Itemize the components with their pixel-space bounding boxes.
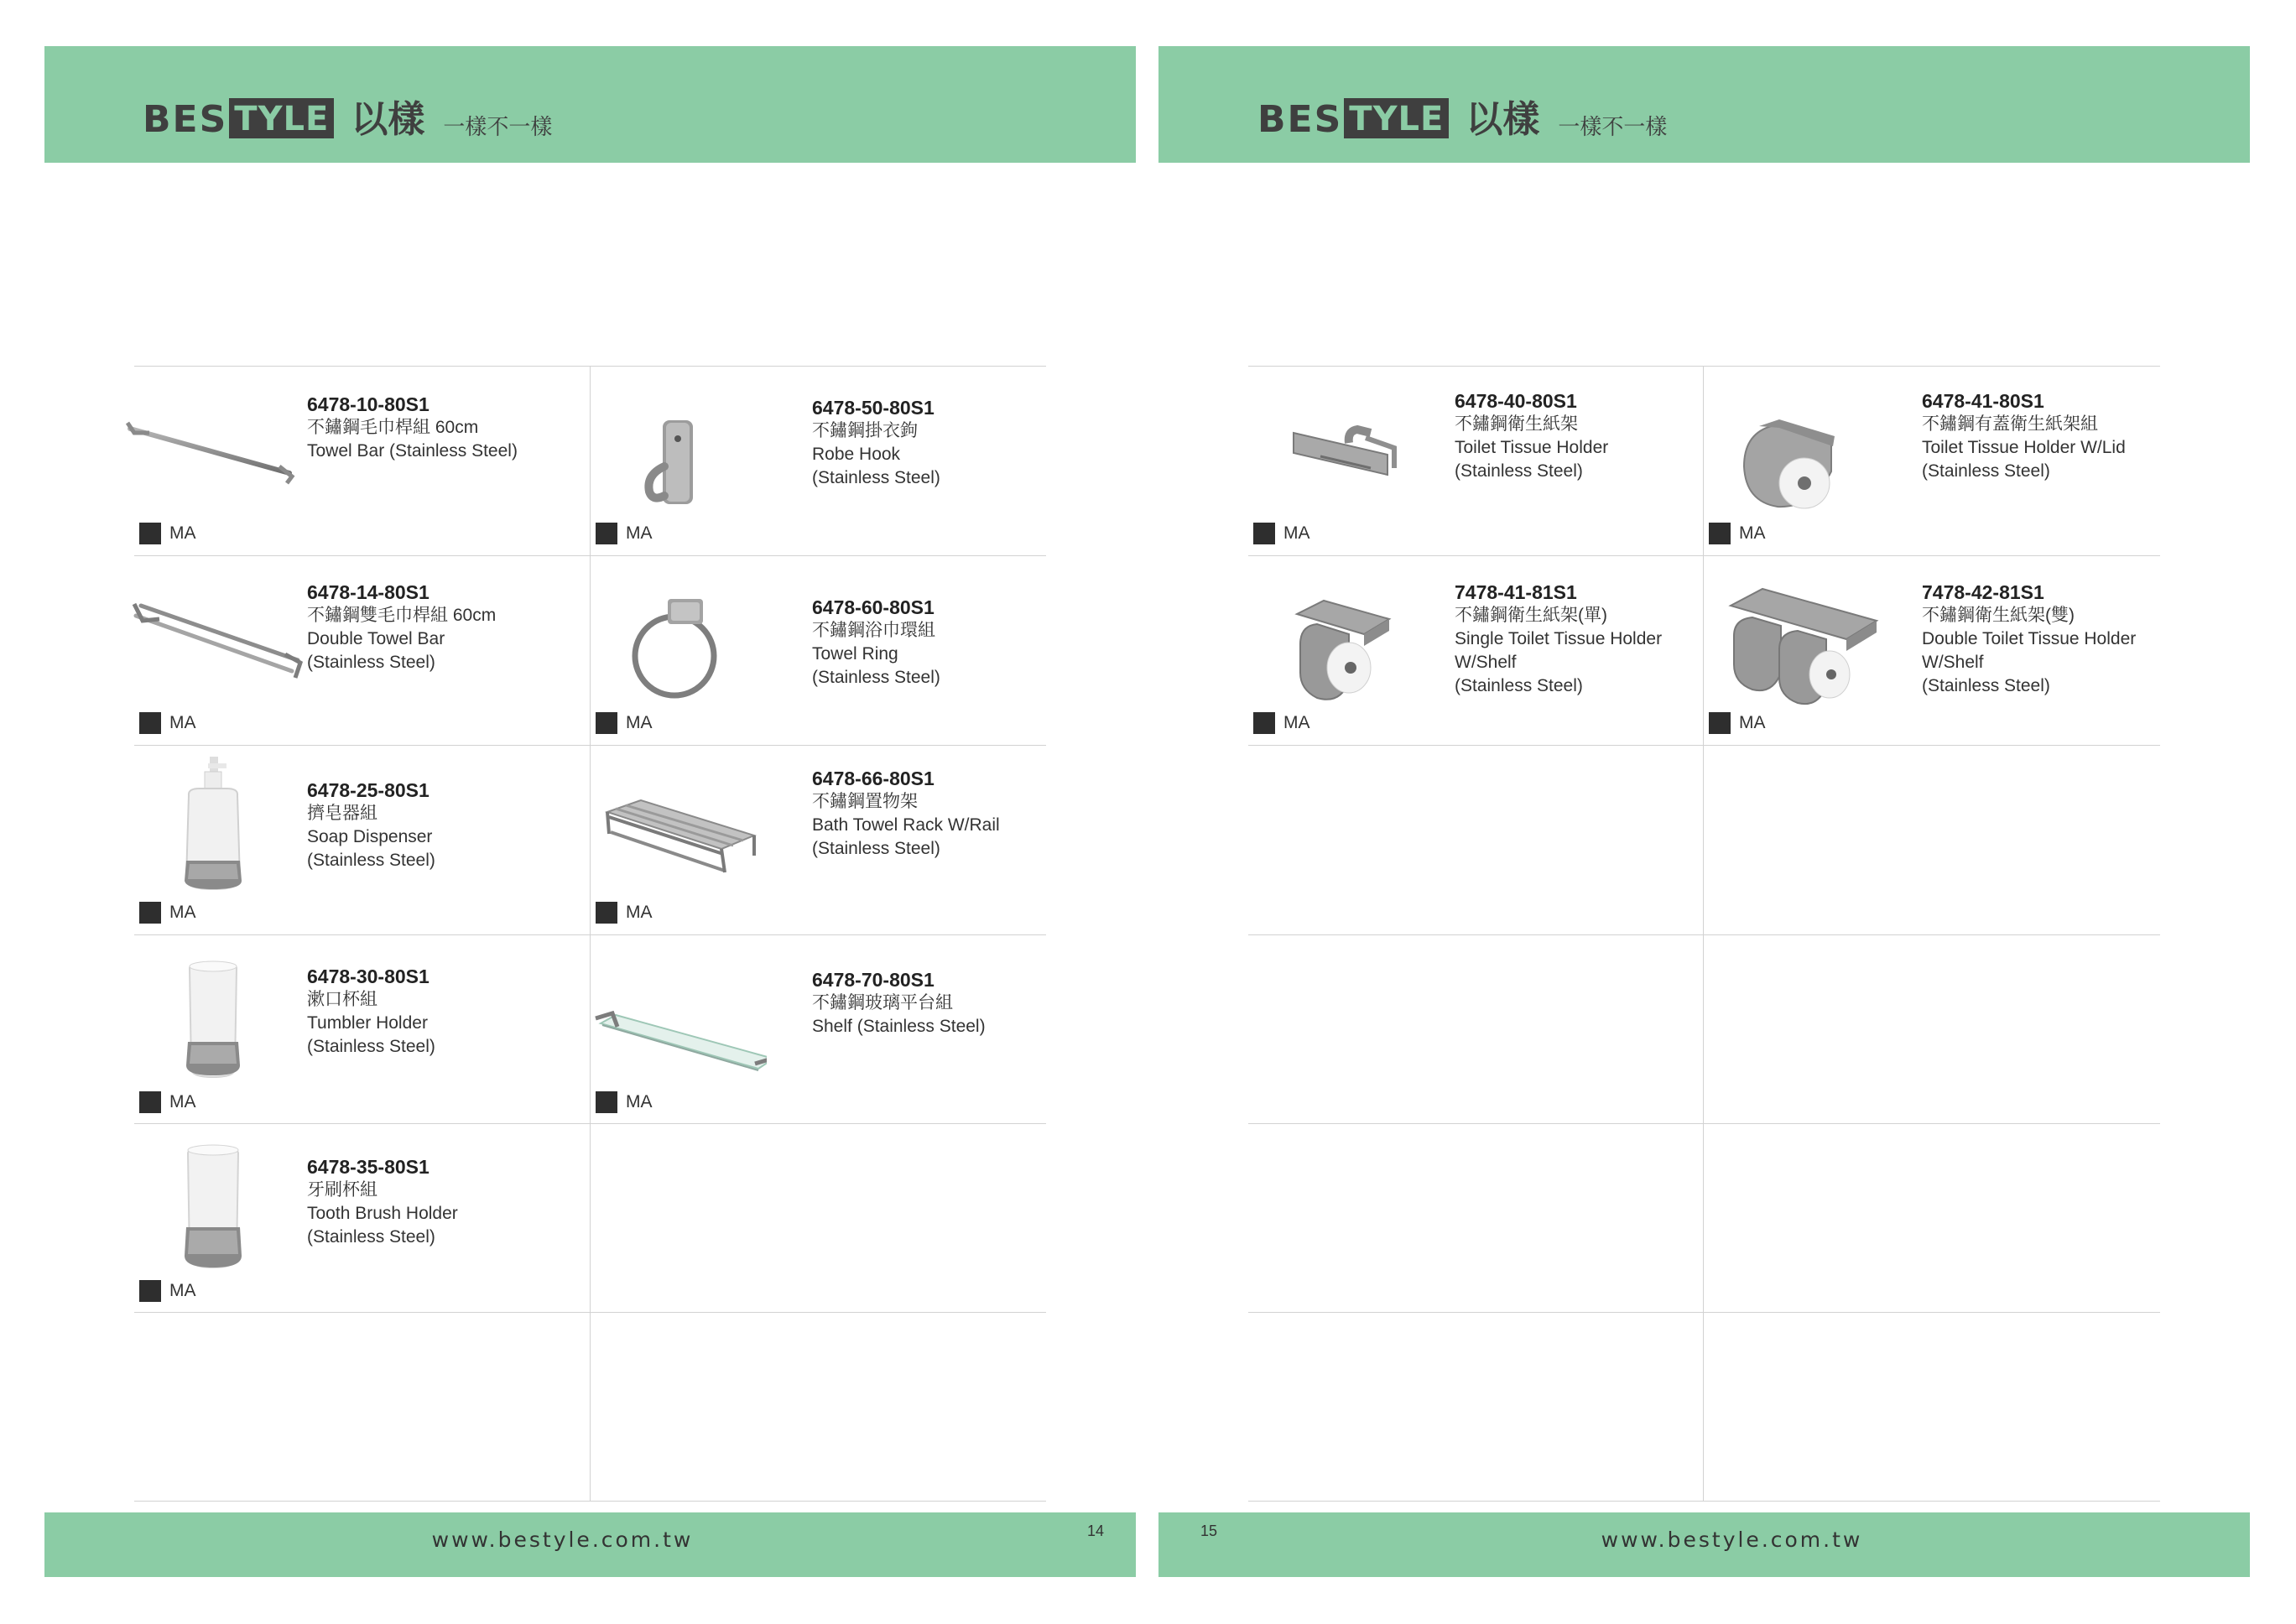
product-info <box>812 767 1000 861</box>
product-name-cn: 不鏽鋼有蓋衛生紙架組 <box>1922 414 2098 434</box>
tooth-brush-holder-image <box>109 1132 310 1299</box>
finish-label: MA <box>1739 713 1766 732</box>
towel-rack-image <box>565 753 767 921</box>
finish-label: MA <box>169 523 196 543</box>
product-name-en: Soap Dispenser <box>307 827 433 846</box>
grid-divider <box>1248 1123 2160 1124</box>
product-card[interactable] <box>591 745 1046 934</box>
product-name-cn: 不鏽鋼掛衣鉤 <box>812 421 918 440</box>
catalog-page-15 <box>1148 0 2296 1624</box>
product-code: 6478-30-80S1 <box>307 966 430 987</box>
grid-divider <box>1248 934 2160 935</box>
logo-text-left: BES <box>143 98 228 141</box>
product-card[interactable] <box>591 366 1046 554</box>
finish-swatch <box>1709 712 1731 734</box>
finish-badge <box>139 712 196 734</box>
product-info <box>1455 580 1662 698</box>
finish-badge <box>596 523 653 544</box>
product-code: 6478-25-80S1 <box>307 779 430 801</box>
product-material: (Stainless Steel) <box>307 851 435 870</box>
double-towel-bar-image <box>109 564 310 731</box>
product-info <box>307 778 435 872</box>
product-material: (Stainless Steel) <box>307 653 435 672</box>
product-info <box>1922 389 2126 483</box>
product-material: (Stainless Steel) <box>812 668 940 687</box>
product-card[interactable] <box>134 934 590 1123</box>
soap-dispenser-image <box>109 753 310 921</box>
product-info <box>812 596 940 690</box>
product-card[interactable] <box>1704 366 2159 554</box>
product-name-cn: 不鏽鋼浴巾環組 <box>812 621 935 640</box>
finish-swatch <box>139 712 161 734</box>
brand-slogan: 一樣不一樣 <box>1558 115 1668 140</box>
product-name-en: Tooth Brush Holder <box>307 1204 458 1223</box>
finish-badge <box>139 902 196 924</box>
finish-swatch <box>596 902 617 924</box>
product-code: 6478-41-80S1 <box>1922 390 2044 412</box>
finish-label: MA <box>626 1092 653 1111</box>
toilet-tissue-holder-image <box>1223 374 1424 542</box>
product-code: 7478-42-81S1 <box>1922 581 2044 603</box>
finish-label: MA <box>169 903 196 922</box>
towel-ring-image <box>565 564 767 731</box>
product-code: 6478-14-80S1 <box>307 581 430 603</box>
logo-text-box: TYLE <box>1344 98 1449 138</box>
brand-slogan: 一樣不一樣 <box>443 115 553 140</box>
logo-text-cn: 以樣 <box>351 98 425 141</box>
page-number: 14 <box>1087 1522 1105 1539</box>
product-card[interactable] <box>1248 366 1704 554</box>
product-name-en: Single Toilet Tissue Holder <box>1455 629 1663 648</box>
product-code: 6478-40-80S1 <box>1455 390 1577 412</box>
finish-swatch <box>1709 523 1731 544</box>
finish-badge <box>139 523 196 544</box>
product-code: 6478-35-80S1 <box>307 1156 430 1178</box>
finish-label: MA <box>1739 523 1766 543</box>
product-name-en: Robe Hook <box>812 445 901 464</box>
product-name-en: Toilet Tissue Holder <box>1455 438 1609 457</box>
product-card[interactable] <box>134 555 590 744</box>
product-name-cn: 不鏽鋼置物架 <box>812 792 918 811</box>
website-link[interactable]: www.bestyle.com.tw <box>431 1528 694 1552</box>
product-name-cn: 不鏽鋼衛生紙架(雙) <box>1922 606 2075 625</box>
product-name-en: Towel Bar (Stainless Steel) <box>307 441 518 461</box>
product-info <box>307 965 435 1059</box>
single-tissue-holder-shelf-image <box>1223 564 1424 731</box>
product-name-cn: 不鏽鋼雙毛巾桿組 60cm <box>307 606 497 625</box>
product-info <box>307 580 496 674</box>
product-code: 6478-70-80S1 <box>812 969 935 991</box>
product-card[interactable] <box>134 1123 590 1312</box>
page-footer <box>1158 1512 2250 1577</box>
finish-label: MA <box>169 1281 196 1300</box>
product-name-en: Shelf (Stainless Steel) <box>812 1017 986 1036</box>
product-info <box>812 396 940 490</box>
website-link[interactable]: www.bestyle.com.tw <box>1601 1528 1863 1552</box>
product-info <box>307 1155 458 1249</box>
product-name-cn: 牙刷杯組 <box>307 1180 377 1200</box>
product-name-en: Double Towel Bar <box>307 629 445 648</box>
product-material: (Stainless Steel) <box>1455 461 1583 481</box>
finish-swatch <box>139 1280 161 1302</box>
product-code: 6478-66-80S1 <box>812 768 935 789</box>
finish-badge <box>139 1280 196 1302</box>
product-name-cn: 不鏽鋼玻璃平台組 <box>812 993 953 1012</box>
finish-badge <box>596 1091 653 1113</box>
finish-badge <box>1253 523 1310 544</box>
product-grid <box>134 366 1046 1502</box>
finish-badge <box>1253 712 1310 734</box>
finish-swatch <box>1253 712 1275 734</box>
product-info <box>1455 389 1608 483</box>
product-name-en: Towel Ring <box>812 644 898 664</box>
towel-bar-image <box>109 374 310 542</box>
finish-label: MA <box>626 903 653 922</box>
finish-swatch <box>139 523 161 544</box>
product-name-cn: 不鏽鋼衛生紙架 <box>1455 414 1578 434</box>
product-name-en: Toilet Tissue Holder W/Lid <box>1922 438 2126 457</box>
product-name-en-2: W/Shelf <box>1922 653 1984 672</box>
product-material: (Stainless Steel) <box>1922 676 2050 695</box>
product-material: (Stainless Steel) <box>1922 461 2050 481</box>
product-info <box>812 968 986 1038</box>
product-card[interactable] <box>134 366 590 554</box>
finish-swatch <box>596 712 617 734</box>
finish-badge <box>596 902 653 924</box>
page-number: 15 <box>1200 1522 1218 1539</box>
finish-label: MA <box>1283 713 1310 732</box>
product-name-cn: 擠皂器組 <box>307 804 377 823</box>
product-card[interactable] <box>591 934 1046 1123</box>
finish-label: MA <box>169 713 196 732</box>
finish-badge <box>139 1091 196 1113</box>
product-code: 7478-41-81S1 <box>1455 581 1577 603</box>
finish-label: MA <box>626 523 653 543</box>
product-card[interactable] <box>591 555 1046 744</box>
product-code: 6478-60-80S1 <box>812 596 935 618</box>
robe-hook-image <box>565 374 767 542</box>
product-name-en: Bath Towel Rack W/Rail <box>812 815 1000 835</box>
glass-shelf-image <box>565 943 767 1111</box>
product-info <box>1922 580 2136 698</box>
product-card[interactable] <box>1704 555 2159 744</box>
product-material: (Stainless Steel) <box>812 468 940 487</box>
product-material: (Stainless Steel) <box>1455 676 1583 695</box>
product-name-cn: 不鏽鋼毛巾桿組 60cm <box>307 418 479 437</box>
finish-swatch <box>1253 523 1275 544</box>
grid-divider <box>1248 1312 2160 1313</box>
finish-label: MA <box>1283 523 1310 543</box>
logo-text-cn: 以樣 <box>1466 98 1540 141</box>
product-grid <box>1248 366 2160 1502</box>
tumbler-holder-image <box>109 943 310 1111</box>
tissue-holder-lid-image <box>1679 374 1880 542</box>
finish-label: MA <box>626 713 653 732</box>
logo-text-left: BES <box>1257 98 1343 141</box>
finish-swatch <box>596 1091 617 1113</box>
finish-badge <box>596 712 653 734</box>
product-material: (Stainless Steel) <box>307 1227 435 1247</box>
finish-badge <box>1709 712 1766 734</box>
product-card[interactable] <box>1248 555 1704 744</box>
product-name-en: Double Toilet Tissue Holder <box>1922 629 2137 648</box>
product-material: (Stainless Steel) <box>812 839 940 858</box>
grid-divider <box>1248 745 2160 746</box>
grid-divider <box>1248 1501 2160 1502</box>
product-name-en-2: W/Shelf <box>1455 653 1517 672</box>
product-info <box>307 393 518 463</box>
brand-logo <box>143 98 553 141</box>
finish-swatch <box>139 902 161 924</box>
finish-swatch <box>596 523 617 544</box>
brand-logo <box>1257 98 1668 141</box>
finish-badge <box>1709 523 1766 544</box>
product-code: 6478-10-80S1 <box>307 393 430 415</box>
product-name-cn: 漱口杯組 <box>307 990 377 1009</box>
page-footer <box>44 1512 1136 1577</box>
page-header <box>44 46 1136 163</box>
product-name-en: Tumbler Holder <box>307 1013 428 1033</box>
logo-text-box: TYLE <box>229 98 334 138</box>
finish-label: MA <box>169 1092 196 1111</box>
product-material: (Stainless Steel) <box>307 1037 435 1056</box>
product-name-cn: 不鏽鋼衛生紙架(單) <box>1455 606 1607 625</box>
product-card[interactable] <box>134 745 590 934</box>
double-tissue-holder-shelf-image <box>1679 564 1880 731</box>
page-header <box>1158 46 2250 163</box>
finish-swatch <box>139 1091 161 1113</box>
product-code: 6478-50-80S1 <box>812 397 935 419</box>
